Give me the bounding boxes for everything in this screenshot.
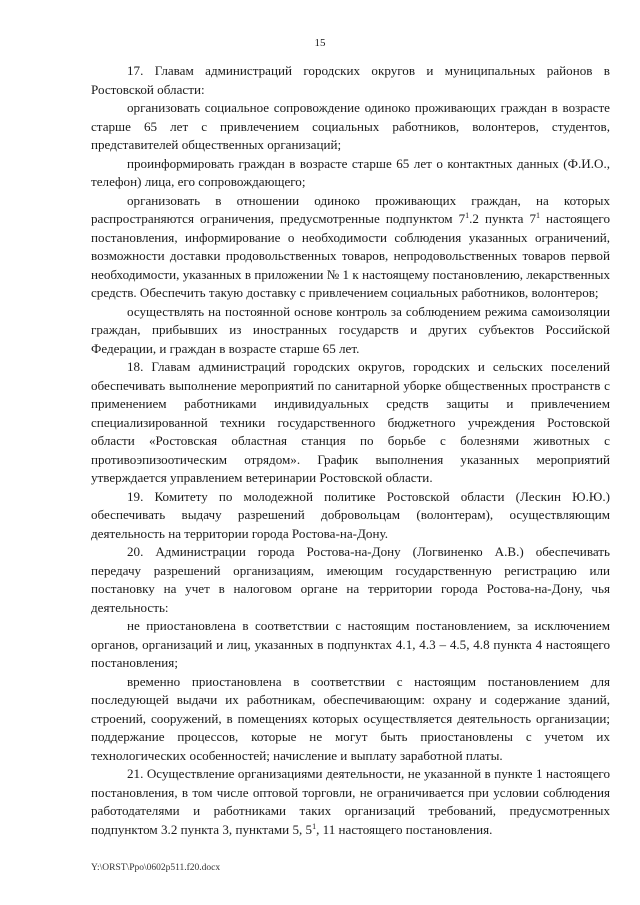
text-run: .2 пункта 7 <box>469 211 536 226</box>
text-run: настоящего постановления, информирование о необходимости соблюдения указанных ограничений, возможности доставки продовольственных товаров, непродовольственных товаров первой необходимости, указанных в приложении № 1 к настоящему постановлению, лекарственных средств. Обеспечить такую доставку с привлечением социальных работников, волонтеров; <box>91 211 611 300</box>
text-run: , 11 настоящего постановления. <box>316 821 493 837</box>
superscript: 1 <box>465 211 470 220</box>
paragraph-17-delivery <box>91 192 610 303</box>
paragraph-20-temporarily-suspended: временно приостановлена в соответствии с настоящим постановлением для последующей выдачи их работникам, обеспечивающим: охрану и содержание зданий, строений, сооружений, в помещениях которых осуществляется деятельность организации; поддержание процессов, которые не могут быть приостановлены с учетом их технологических особенностей; начисление и выплату заработной платы. <box>91 673 610 763</box>
page-number: 15 <box>314 37 326 49</box>
paragraph-18: 18. Главам администраций городских округов, городских и сельских поселений обеспечивать выполнение мероприятий по санитарной уборке общественных пространств с применением работниками индивидуальных средств защиты и привлечением специализированной техники государственного бюджетного учреждения Ростовской области «Ростовская областная станция по борьбе с болезнями животных с противоэпизоотическим отрядом». График выполнения указанных мероприятий утверждается управлением ветеринарии Ростовской области. <box>91 359 610 485</box>
paragraph-19: 19. Комитету по молодежной политике Ростовской области (Лескин Ю.Ю.) обеспечивать выдачу разрешений добровольцам (волонтерам), осуществляющим деятельность на территории города Ростова-на-Дону. <box>91 488 610 541</box>
text-run: 21. Осуществление организациями деятельности, не указанной в пункте 1 настоящего постановления, в том числе оптовой торговли, не ограничивается при условии соблюдения работодателями и работниками таких организаций требований, предусмотренных подпунктом 3.2 пункта 3, пунктами 5, 5 <box>91 766 610 837</box>
paragraph-17-social-support: организовать социальное сопровождение одиноко проживающих граждан в возрасте старше 65 лет с привлечением социальных работников, волонтеров, студентов, представителей общественных организаций; <box>91 100 610 152</box>
paragraph-17-inform-contacts: проинформировать граждан в возрасте старше 65 лет о контактных данных (Ф.И.О., телефон) лица, его сопровождающего; <box>91 155 610 189</box>
paragraph-20: 20. Администрации города Ростова-на-Дону (Логвиненко А.В.) обеспечивать передачу разрешений организациям, имеющим государственную регистрацию или постановку на учет в налоговом органе на территории города Ростова-на-Дону, чья деятельность: <box>91 544 610 615</box>
paragraph-17: 17. Главам администраций городских округов и муниципальных районов в Ростовской области: <box>91 63 610 97</box>
superscript: 1 <box>312 821 317 831</box>
paragraph-21 <box>91 765 610 839</box>
file-path-footer: Y:\ORST\Ppo\0602p511.f20.docx <box>91 863 221 873</box>
paragraph-20-not-suspended: не приостановлена в соответствии с настоящим постановлением, за исключением органов, организаций и лиц, указанных в подпунктах 4.1, 4.3 – 4.5, 4.8 пункта 4 настоящего постановления; <box>91 618 610 670</box>
paragraph-17-self-isolation-control: осуществлять на постоянной основе контроль за соблюдением режима самоизоляции граждан, прибывших из иностранных государств и других субъектов Российской Федерации, и граждан в возрасте старше 65 лет. <box>91 303 610 356</box>
text-run: организовать в отношении одиноко проживающих граждан, на которых распространяются ограничения, предусмотренные подпунктом 7 <box>91 192 610 226</box>
document-body <box>91 62 610 839</box>
superscript: 1 <box>536 211 540 220</box>
